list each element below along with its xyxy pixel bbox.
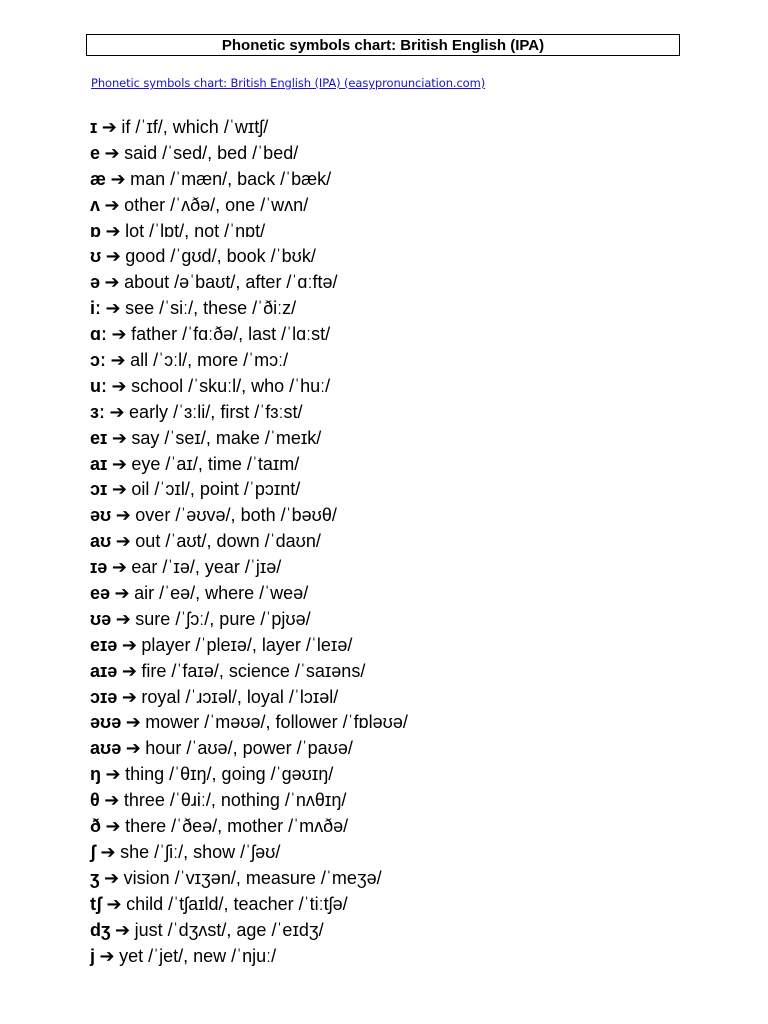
phonetic-symbol: ɔɪə xyxy=(90,686,118,707)
list-item xyxy=(90,270,408,296)
phonetic-symbol: aʊə xyxy=(90,738,122,759)
list-item xyxy=(90,477,408,503)
page-title: Phonetic symbols chart: British English (IPA) xyxy=(86,34,680,56)
arrow-icon: ➔ xyxy=(121,634,137,655)
arrow-icon: ➔ xyxy=(111,557,127,578)
example-words: hour /ˈaʊə/, power /ˈpaʊə/ xyxy=(145,738,353,759)
example-words: royal /ˈɹɔɪəl/, loyal /ˈlɔɪəl/ xyxy=(141,686,339,707)
phonetic-symbol: ɒ xyxy=(90,220,101,241)
example-words: vision /ˈvɪʒən/, measure /ˈmeʒə/ xyxy=(123,867,382,888)
example-words: three /ˈθɹiː/, nothing /ˈnʌθɪŋ/ xyxy=(123,790,347,811)
example-words: sure /ˈʃɔː/, pure /ˈpjʊə/ xyxy=(135,608,311,629)
list-item xyxy=(90,529,408,555)
arrow-icon: ➔ xyxy=(111,427,127,448)
arrow-icon: ➔ xyxy=(121,686,137,707)
example-words: lot /ˈlɒt/, not /ˈnɒt/ xyxy=(125,220,266,241)
arrow-icon: ➔ xyxy=(114,919,131,940)
arrow-icon: ➔ xyxy=(104,194,120,215)
list-item xyxy=(90,814,408,840)
example-words: say /ˈseɪ/, make /ˈmeɪk/ xyxy=(131,427,322,448)
list-item xyxy=(90,322,408,348)
arrow-icon: ➔ xyxy=(105,246,121,267)
arrow-icon: ➔ xyxy=(115,505,131,526)
list-item xyxy=(90,193,408,219)
example-words: oil /ˈɔɪl/, point /ˈpɔɪnt/ xyxy=(131,479,301,500)
example-words: there /ˈðeə/, mother /ˈmʌðə/ xyxy=(125,816,349,837)
phonetic-symbol: aɪə xyxy=(90,660,118,681)
phonetic-symbol: θ xyxy=(90,790,100,811)
example-words: ear /ˈɪə/, year /ˈjɪə/ xyxy=(131,557,282,578)
example-words: thing /ˈθɪŋ/, going /ˈɡəʊɪŋ/ xyxy=(125,764,334,785)
phonetic-symbol: eə xyxy=(90,583,111,604)
example-words: father /ˈfɑːðə/, last /ˈlɑːst/ xyxy=(131,324,331,345)
phonetic-symbol: ð xyxy=(90,816,101,837)
example-words: fire /ˈfaɪə/, science /ˈsaɪəns/ xyxy=(141,660,366,681)
list-item xyxy=(90,659,408,685)
phonetic-symbol: aɪ xyxy=(90,453,108,474)
example-words: air /ˈeə/, where /ˈweə/ xyxy=(134,583,309,604)
phonetic-symbol: iː xyxy=(90,298,101,319)
example-words: man /ˈmæn/, back /ˈbæk/ xyxy=(130,168,332,189)
list-item xyxy=(90,244,408,270)
list-item xyxy=(90,296,408,322)
list-item xyxy=(90,788,408,814)
arrow-icon: ➔ xyxy=(105,298,121,319)
example-words: said /ˈsed/, bed /ˈbed/ xyxy=(124,142,299,163)
list-item xyxy=(90,503,408,529)
list-item xyxy=(90,452,408,478)
phonetic-symbol: ɔː xyxy=(90,350,107,371)
phonetic-symbol: ɪ xyxy=(90,117,98,137)
phonetic-symbol: eɪə xyxy=(90,634,118,655)
example-words: mower /ˈməʊə/, follower /ˈfɒləʊə/ xyxy=(145,712,408,733)
example-words: just /ˈdʒʌst/, age /ˈeɪdʒ/ xyxy=(134,919,324,940)
phonetic-symbol: eɪ xyxy=(90,427,108,448)
example-words: out /ˈaʊt/, down /ˈdaʊn/ xyxy=(135,531,321,552)
list-item xyxy=(90,219,408,245)
arrow-icon: ➔ xyxy=(121,660,137,681)
arrow-icon: ➔ xyxy=(104,142,120,163)
arrow-icon: ➔ xyxy=(105,220,121,241)
example-words: school /ˈskuːl/, who /ˈhuː/ xyxy=(131,375,331,396)
phonetic-symbol: æ xyxy=(90,168,107,189)
phonetic-symbol: əʊ xyxy=(90,505,112,526)
arrow-icon: ➔ xyxy=(125,738,141,759)
arrow-icon: ➔ xyxy=(100,841,116,862)
list-item xyxy=(90,555,408,581)
phonetic-symbol: aʊ xyxy=(90,531,112,552)
arrow-icon: ➔ xyxy=(104,790,120,811)
list-item xyxy=(90,581,408,607)
example-words: early /ˈɜːli/, first /ˈfɜːst/ xyxy=(129,401,303,422)
list-item xyxy=(90,918,408,944)
example-words: about /əˈbaʊt/, after /ˈɑːftə/ xyxy=(124,272,338,293)
arrow-icon: ➔ xyxy=(115,531,131,552)
list-item xyxy=(90,607,408,633)
list-item xyxy=(90,115,408,141)
example-words: player /ˈpleɪə/, layer /ˈleɪə/ xyxy=(141,634,353,655)
phonetic-symbol: ɜː xyxy=(90,401,105,422)
list-item xyxy=(90,400,408,426)
list-item xyxy=(90,762,408,788)
list-item xyxy=(90,633,408,659)
list-item xyxy=(90,348,408,374)
list-item xyxy=(90,167,408,193)
phonetic-symbol: dʒ xyxy=(90,919,111,940)
phonetic-symbol: ʊə xyxy=(90,608,112,629)
arrow-icon: ➔ xyxy=(104,272,120,293)
example-words: all /ˈɔːl/, more /ˈmɔː/ xyxy=(130,350,289,371)
phonetic-symbol: ɔɪ xyxy=(90,479,108,500)
phonetic-symbol: ŋ xyxy=(90,764,101,785)
example-words: if /ˈɪf/, which /ˈwɪtʃ/ xyxy=(121,117,269,137)
source-link[interactable]: Phonetic symbols chart: British English (IPA) (easypronunciation.com) xyxy=(91,76,486,90)
phonetic-symbol: ʒ xyxy=(90,867,100,888)
phonetic-symbol: ɪə xyxy=(90,557,108,578)
arrow-icon: ➔ xyxy=(106,893,122,914)
arrow-icon: ➔ xyxy=(115,608,131,629)
example-words: she /ˈʃiː/, show /ˈʃəʊ/ xyxy=(120,841,281,862)
arrow-icon: ➔ xyxy=(110,168,126,189)
example-words: yet /ˈjet/, new /ˈnjuː/ xyxy=(119,945,277,966)
phonetic-symbol: ɑː xyxy=(90,324,107,345)
example-words: child /ˈtʃaɪld/, teacher /ˈtiːtʃə/ xyxy=(126,893,348,914)
list-item xyxy=(90,710,408,736)
list-item xyxy=(90,866,408,892)
arrow-icon: ➔ xyxy=(101,117,117,137)
arrow-icon: ➔ xyxy=(111,479,127,500)
arrow-icon: ➔ xyxy=(103,867,120,888)
phonetic-symbol: ʊ xyxy=(90,246,102,267)
example-words: good /ˈɡʊd/, book /ˈbʊk/ xyxy=(125,246,316,267)
phonetic-symbol: tʃ xyxy=(90,893,102,914)
phonetic-symbol-list xyxy=(90,115,408,969)
arrow-icon: ➔ xyxy=(114,583,130,604)
phonetic-symbol: əʊə xyxy=(90,712,122,733)
arrow-icon: ➔ xyxy=(111,375,127,396)
arrow-icon: ➔ xyxy=(99,945,115,966)
phonetic-symbol: j xyxy=(90,945,96,966)
arrow-icon: ➔ xyxy=(110,350,126,371)
list-item xyxy=(90,840,408,866)
arrow-icon: ➔ xyxy=(111,324,127,345)
arrow-icon: ➔ xyxy=(105,816,121,837)
example-words: eye /ˈaɪ/, time /ˈtaɪm/ xyxy=(131,453,300,474)
phonetic-symbol: e xyxy=(90,142,101,163)
list-item xyxy=(90,685,408,711)
phonetic-symbol: ə xyxy=(90,272,101,293)
list-item xyxy=(90,944,408,970)
phonetic-symbol: uː xyxy=(90,375,107,396)
arrow-icon: ➔ xyxy=(105,764,121,785)
list-item xyxy=(90,892,408,918)
arrow-icon: ➔ xyxy=(109,401,125,422)
arrow-icon: ➔ xyxy=(111,453,127,474)
arrow-icon: ➔ xyxy=(125,712,141,733)
list-item xyxy=(90,426,408,452)
phonetic-symbol: ʃ xyxy=(90,841,96,862)
example-words: other /ˈʌðə/, one /ˈwʌn/ xyxy=(124,194,309,215)
example-words: over /ˈəʊvə/, both /ˈbəʊθ/ xyxy=(135,505,337,526)
phonetic-symbol: ʌ xyxy=(90,194,101,215)
example-words: see /ˈsiː/, these /ˈðiːz/ xyxy=(125,298,297,319)
list-item xyxy=(90,736,408,762)
list-item xyxy=(90,374,408,400)
list-item xyxy=(90,141,408,167)
